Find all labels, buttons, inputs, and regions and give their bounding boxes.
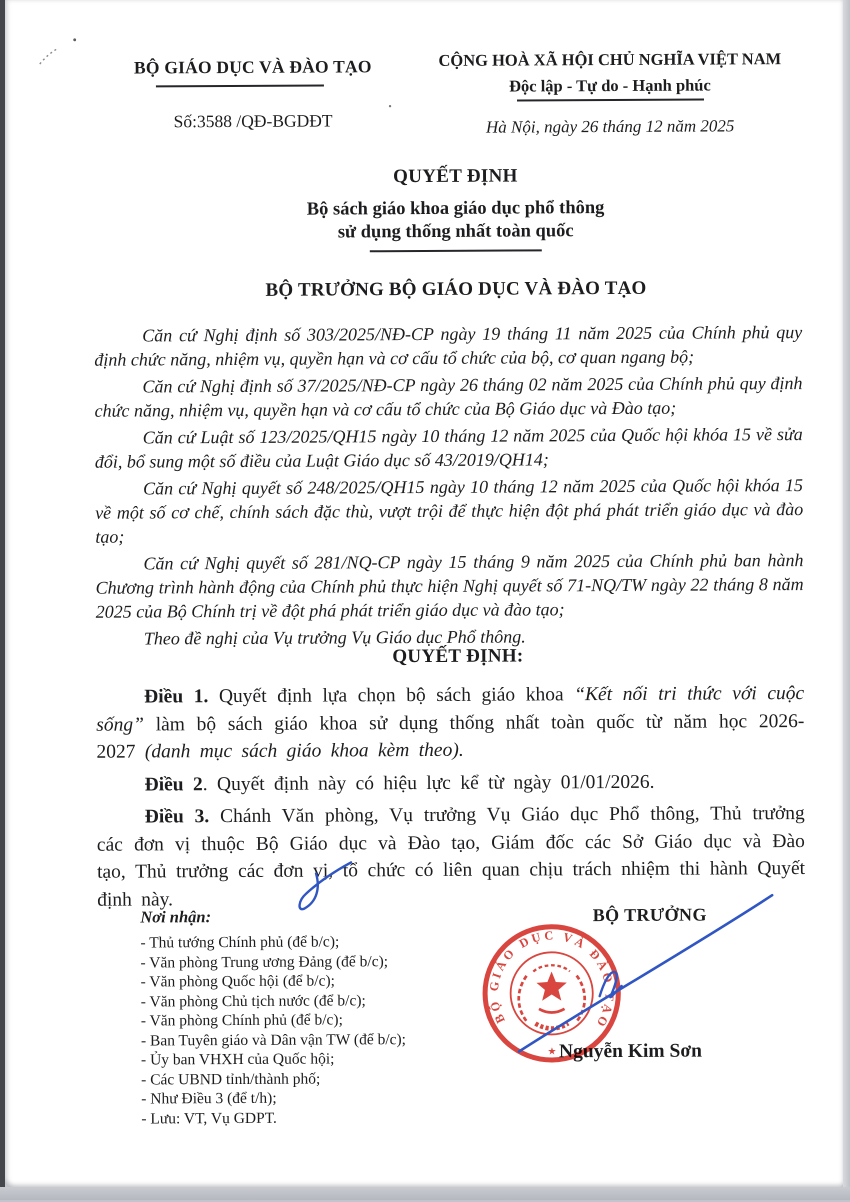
recipients-heading: Nơi nhận: xyxy=(140,907,212,927)
preamble-paragraph: Căn cứ Nghị định số 37/2025/NĐ-CP ngày 26 tháng 02 năm 2025 của Chính phủ quy định chức năng, nhiệm vụ, quyền hạn và cơ cấu tổ chức của Bộ Giáo dục và Đào tạo; xyxy=(94,373,803,421)
recipient-item: - Văn phòng Chính phủ (để b/c); xyxy=(140,1011,343,1030)
preamble-paragraph: Căn cứ Luật số 123/2025/QH15 ngày 10 tháng 12 năm 2025 của Quốc hội khóa 15 về sửa đổi, bổ sung một số điều của Luật Giáo dục số 43/2019/QH14; xyxy=(94,424,803,472)
seal-star-emblem xyxy=(536,971,566,1000)
recipient-item: - Văn phòng Chủ tịch nước (để b/c); xyxy=(140,991,366,1010)
recipients-list xyxy=(140,932,486,1129)
article-segment: (danh mục sách giáo khoa kèm theo). xyxy=(144,739,464,763)
national-header: CỘNG HOÀ XÃ HỘI CHỦ NGHĨA VIỆT NAM xyxy=(438,49,782,70)
preamble-paragraph: Căn cứ Nghị quyết số 248/2025/QH15 ngày 10 tháng 12 năm 2025 của Quốc hội khóa 15 về một số cơ chế, chính sách đặc thù, vượt trội để thực hiện đột phá phát triển giáo dục và đào tạo; xyxy=(95,475,804,547)
article-segment: Điều 3. xyxy=(144,806,221,828)
signer-title: BỘ TRƯỞNG xyxy=(592,904,707,926)
preamble xyxy=(94,320,804,654)
signer-name: Nguyễn Kim Sơn xyxy=(558,1040,703,1063)
recipient-item: - Văn phòng Quốc hội (để b/c); xyxy=(140,972,335,991)
title-block xyxy=(105,164,806,302)
preamble-paragraph: Căn cứ Nghị quyết số 281/NQ-CP ngày 15 tháng 9 năm 2025 của Chính phủ ban hành Chương trình hành động của Chính phủ thực hiện Nghị quyết số 71-NQ/TW ngày 22 tháng 8 năm 2025 của Bộ Chính trị về đột phá phát triển giáo dục và đào tạo; xyxy=(95,550,804,622)
article-segment: Chánh Văn phòng, Vụ trưởng Vụ Giáo dục Phổ thông, Thủ trưởng các đơn vị thuộc Bộ Giáo dục và Đào tạo, Giám đốc các Sở Giáo dục và Đào tạo, Thủ trưởng các đơn vị, tổ chức có liên quan chịu trách nhiệm thi hành Quyết định này. xyxy=(96,803,806,911)
title-underline xyxy=(370,249,542,251)
subject-line-1: Bộ sách giáo khoa giáo dục phổ thông xyxy=(306,198,605,220)
recipient-item: - Ủy ban VHXH của Quốc hội; xyxy=(140,1050,335,1069)
document-kind: QUYẾT ĐỊNH xyxy=(393,165,518,188)
decision-heading: QUYẾT ĐỊNH: xyxy=(392,645,524,668)
article-1 xyxy=(96,680,804,766)
issuing-org-underline xyxy=(156,85,324,87)
recipient-item: - Các UBND tỉnh/thành phố; xyxy=(141,1070,321,1088)
document-number: Số:3588 /QĐ-BGDĐT xyxy=(173,110,333,132)
recipients-block xyxy=(140,906,486,1129)
article-3 xyxy=(97,800,806,914)
article-segment: Điều 1. xyxy=(144,686,219,708)
article-segment: làm bộ sách giáo khoa sử dụng thống nhất toàn quốc từ năm học 2026-2027 xyxy=(96,710,805,763)
preamble-paragraph: Căn cứ Nghị định số 303/2025/NĐ-CP ngày 19 tháng 11 năm 2025 của Chính phủ quy định chức năng, nhiệm vụ, quyền hạn và cơ cấu tổ chức của bộ, cơ quan ngang bộ; xyxy=(94,322,803,370)
official-red-seal xyxy=(478,920,625,1067)
recipient-item: - Thủ tướng Chính phủ (để b/c); xyxy=(140,933,340,952)
issuing-authority: BỘ TRƯỞNG BỘ GIÁO DỤC VÀ ĐÀO TẠO xyxy=(265,277,647,301)
recipient-item: - Như Điều 3 (để t/h); xyxy=(141,1089,277,1108)
national-motto: Độc lập - Tự do - Hạnh phúc xyxy=(509,75,711,96)
recipient-item: - Văn phòng Trung ương Đảng (để b/c); xyxy=(140,952,389,971)
place-and-date: Hà Nội, ngày 26 tháng 12 năm 2025 xyxy=(485,116,735,137)
subject-line-2: sử dụng thống nhất toàn quốc xyxy=(337,221,574,243)
article-segment: Quyết định lựa chọn bộ sách giáo khoa xyxy=(218,684,575,708)
preamble-paragraph: Theo đề nghị của Vụ trưởng Vụ Giáo dục Phổ thông. xyxy=(143,626,526,649)
article-segment: “Kết nối tri thức với cuộc sống” xyxy=(96,683,805,736)
issuing-org: BỘ GIÁO DỤC VÀ ĐÀO TẠO xyxy=(133,56,372,78)
article-segment: . Quyết định này có hiệu lực kể từ ngày 01/01/2026. xyxy=(202,771,655,795)
article-2 xyxy=(97,768,805,799)
motto-underline xyxy=(517,99,704,102)
seal-ring-text: BỘ GIÁO DỤC VÀ ĐÀO TẠO xyxy=(486,928,617,1030)
seal-bottom-star: ★ xyxy=(547,1046,557,1058)
recipient-item: - Lưu: VT, Vụ GDPT. xyxy=(141,1109,277,1127)
article-segment: Điều 2 xyxy=(144,773,203,795)
recipient-item: - Ban Tuyên giáo và Dân vận TW (để b/c); xyxy=(140,1030,407,1049)
articles xyxy=(96,680,805,919)
